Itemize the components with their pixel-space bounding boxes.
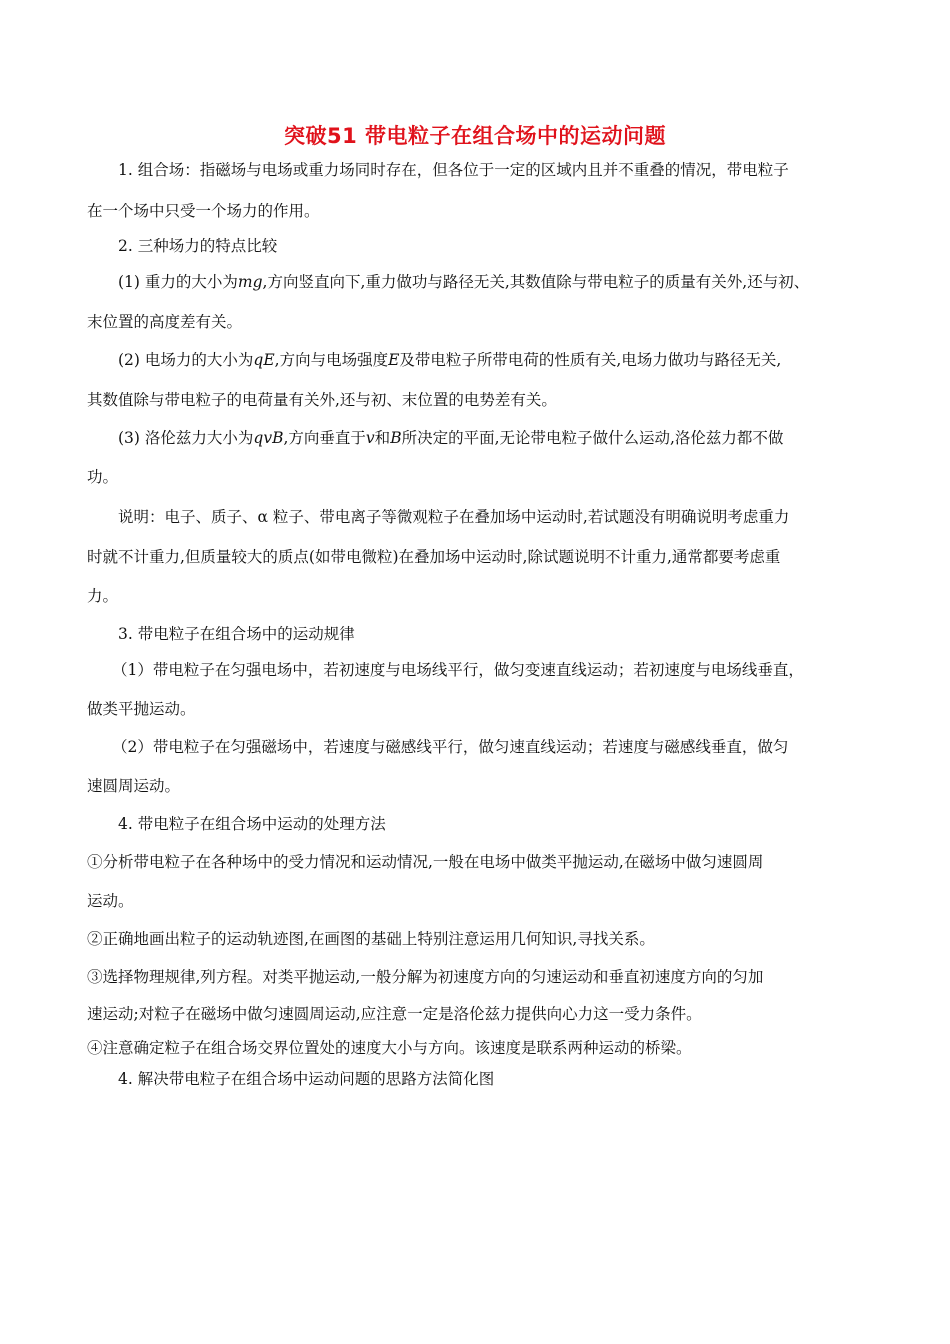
formula: E bbox=[388, 351, 400, 369]
section-heading: 3. 带电粒子在组合场中的运动规律 bbox=[118, 625, 355, 643]
paragraph-line: (2) 电场力的大小为qE,方向与电场强度E及带电粒子所带电荷的性质有关,电场力做功与路径无关, bbox=[118, 351, 782, 369]
paragraph-line: （2）带电粒子在匀强磁场中，若速度与磁感线平行，做匀速直线运动；若速度与磁感线垂直，做匀 bbox=[112, 738, 789, 756]
paragraph-line: 末位置的高度差有关。 bbox=[87, 313, 243, 331]
paragraph-line: 功。 bbox=[87, 468, 119, 486]
paragraph-line: ④注意确定粒子在组合场交界位置处的速度大小与方向。该速度是联系两种运动的桥梁。 bbox=[87, 1039, 692, 1057]
paragraph-line: ①分析带电粒子在各种场中的受力情况和运动情况,一般在电场中做类平抛运动,在磁场中做匀速圆周 bbox=[87, 853, 764, 871]
paragraph-line: 运动。 bbox=[87, 892, 134, 910]
paragraph-line: 做类平抛运动。 bbox=[87, 700, 196, 718]
paragraph-line: 速运动;对粒子在磁场中做匀速圆周运动,应注意一定是洛伦兹力提供向心力这一受力条件。 bbox=[87, 1005, 702, 1023]
paragraph-line: 1. 组合场：指磁场与电场或重力场同时存在，但各位于一定的区域内且并不重叠的情况，带电粒子 bbox=[118, 161, 789, 179]
formula: qvB bbox=[253, 429, 284, 447]
paragraph-line: 在一个场中只受一个场力的作用。 bbox=[87, 202, 320, 220]
paragraph-line: (3) 洛伦兹力大小为qvB,方向垂直于v和B所决定的平面,无论带电粒子做什么运动,洛伦兹力都不做 bbox=[118, 429, 784, 447]
section-heading: 4. 解决带电粒子在组合场中运动问题的思路方法简化图 bbox=[118, 1070, 495, 1088]
formula: qE bbox=[253, 351, 275, 369]
paragraph-line: 速圆周运动。 bbox=[87, 777, 181, 795]
paragraph-line: 时就不计重力,但质量较大的质点(如带电微粒)在叠加场中运动时,除试题说明不计重力,通常都要考虑重 bbox=[87, 548, 781, 566]
section-heading: 2. 三种场力的特点比较 bbox=[118, 237, 278, 255]
paragraph-line: 力。 bbox=[87, 587, 119, 605]
page-title: 突破51 带电粒子在组合场中的运动问题 bbox=[283, 124, 667, 148]
paragraph-line: ③选择物理规律,列方程。对类平抛运动,一般分解为初速度方向的匀速运动和垂直初速度方向的匀加 bbox=[87, 968, 764, 986]
formula: mg bbox=[237, 273, 263, 291]
paragraph-line: (1) 重力的大小为mg,方向竖直向下,重力做功与路径无关,其数值除与带电粒子的质量有关外,还与初、 bbox=[118, 273, 810, 291]
formula: B bbox=[390, 429, 402, 447]
paragraph-line: （1）带电粒子在匀强电场中，若初速度与电场线平行，做匀变速直线运动；若初速度与电场线垂直， bbox=[112, 661, 804, 679]
section-heading: 4. 带电粒子在组合场中运动的处理方法 bbox=[118, 815, 386, 833]
formula: v bbox=[365, 429, 375, 447]
paragraph-line: 说明：电子、质子、α 粒子、带电离子等微观粒子在叠加场中运动时,若试题没有明确说明考虑重力 bbox=[118, 508, 790, 526]
paragraph-line: ②正确地画出粒子的运动轨迹图,在画图的基础上特别注意运用几何知识,寻找关系。 bbox=[87, 930, 655, 948]
paragraph-line: 其数值除与带电粒子的电荷量有关外,还与初、末位置的电势差有关。 bbox=[87, 391, 557, 409]
